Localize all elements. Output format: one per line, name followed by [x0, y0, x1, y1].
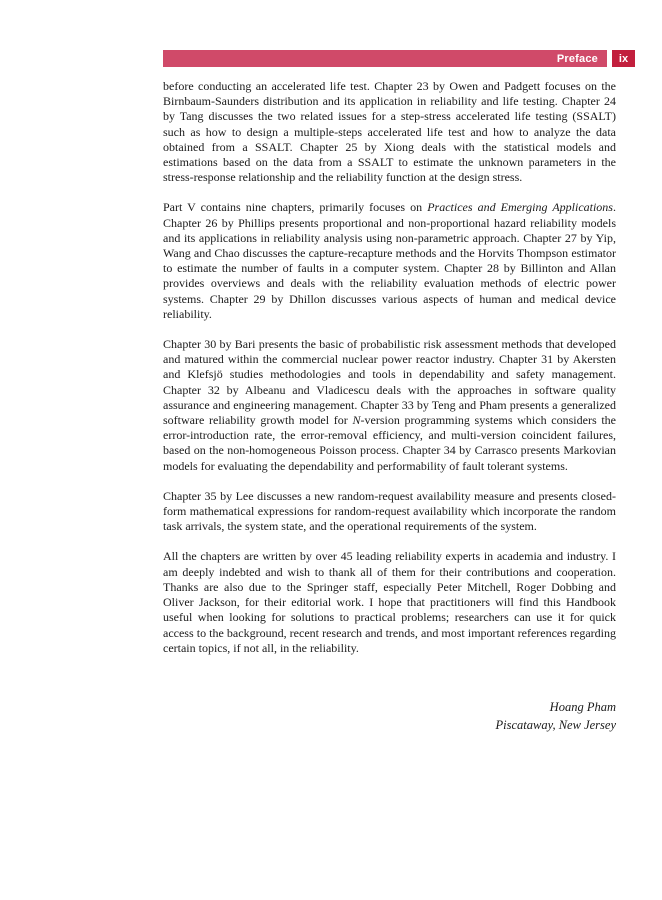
signature-location: Piscataway, New Jersey [495, 717, 616, 732]
paragraph-3-text-a: Chapter 30 by Bari presents the basic of probabilistic risk assessment methods that developed and matured within the commercial nuclear power reactor industry. Chapter 31 by Akersten and Klefsjö studies methodologies and tools in dependability and safety management. Chapter 32 by Albeanu and Vladicescu deals with the approaches in software quality assurance and engineering management. Chapter 33 by Teng and Pham presents a generalized software reliability growth model for [163, 337, 616, 428]
paragraph-4 [163, 489, 616, 535]
paragraph-3-italic-n: N [352, 413, 361, 428]
page-header [163, 50, 635, 67]
header-title: Preface [556, 52, 598, 65]
paragraph-1-text: before conducting an accelerated life test. Chapter 23 by Owen and Padgett focuses on the Birnbaum-Saunders distribution and its application in reliability and life testing. Chapter 24 by Tang discusses the two related issues for a step-stress accelerated life testing (SSALT) such as how to design a multiple-steps accelerated life test and how to analyze the data obtained from a SSALT. Chapter 25 by Xiong deals with the statistical models and estimations based on the data from a SSALT to estimate the unknown parameters in the stress-response relationship and the reliability function at the design stress. [163, 79, 616, 185]
paragraph-2-text-b: . Chapter 26 by Phillips presents proportional and non-proportional hazard reliability models and its applications in reliability analysis using non-parametric approach. Chapter 27 by Yip, Wang and Chao discusses the capture-recapture methods and the Horvits Thompson estimator to estimate the number of faults in a computer system. Chapter 28 by Billinton and Allan provides overviews and deals with the reliability evaluation methods of electric power systems. Chapter 29 by Dhillon discusses various aspects of human and medical device reliability. [163, 200, 616, 321]
paragraph-2-italic-title: Practices and Emerging Applications [427, 200, 613, 215]
paragraph-1 [163, 79, 616, 185]
page-number-box [612, 50, 635, 67]
paragraph-2-text-a: Part V contains nine chapters, primarily focuses on [163, 200, 428, 215]
paragraph-3-text-b: -version programming systems which considers the error-introduction rate, the error-removal efficiency, and multi-version coincident failures, based on the non-homogeneous Poisson process. Chapter 34 by Carrasco presents Markovian models for evaluating the dependability and performability of fault tolerant systems. [163, 413, 616, 473]
paragraph-3 [163, 337, 616, 474]
paragraph-2 [163, 200, 616, 322]
signature-block [163, 698, 616, 734]
preface-body [163, 79, 616, 734]
paragraph-5 [163, 549, 616, 655]
signature-author: Hoang Pham [549, 699, 616, 714]
paragraph-4-text: Chapter 35 by Lee discusses a new random-request availability measure and presents closed-form mathematical expressions for random-request availability which incorporate the random task arrivals, the system state, and the operational requirements of the system. [163, 488, 616, 534]
page-number: ix [618, 52, 629, 65]
paragraph-5-text: All the chapters are written by over 45 leading reliability experts in academia and industry. I am deeply indebted and wish to thank all of them for their contributions and cooperation. Thanks are also due to the Springer staff, especially Peter Mitchell, Roger Dobbing and Oliver Jackson, for their editorial work. I hope that practitioners will find this Handbook useful when looking for solutions to practical problems; researchers can use it for quick access to the background, recent research and trends, and most important references regarding certain topics, if not all, in the reliability. [163, 549, 616, 655]
header-bar [163, 50, 607, 67]
